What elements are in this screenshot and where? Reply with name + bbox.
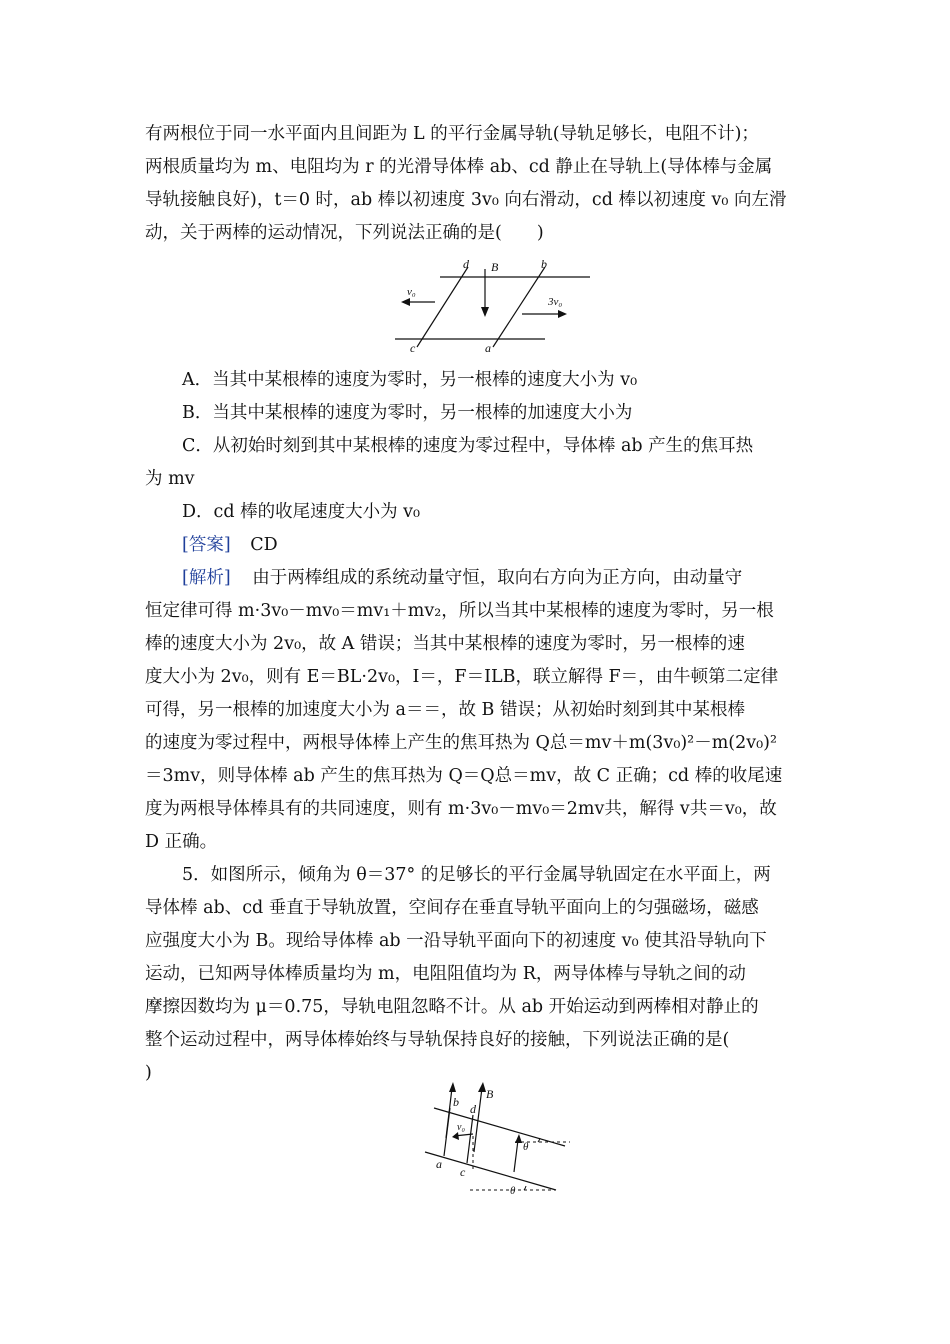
fig4-label-3v0: 3v₀ bbox=[548, 296, 563, 308]
problem5-line-6: 整个运动过程中，两导体棒始终与导轨保持良好的接触，下列说法正确的是( bbox=[145, 1030, 730, 1050]
fig5-label-c: c bbox=[460, 1165, 466, 1179]
analysis-text-1: 由于两棒组成的系统动量守恒，取向右方向为正方向，由动量守 bbox=[252, 568, 743, 588]
problem5-incline-figure bbox=[420, 1080, 570, 1200]
problem4-line-4: 动，关于两棒的运动情况，下列说法正确的是( ) bbox=[145, 223, 544, 243]
fig5-label-theta-2: θ bbox=[510, 1185, 516, 1197]
option-c-line-2: 为 mv bbox=[145, 469, 195, 489]
analysis-line-3: 棒的速度大小为 2v₀，故 A 错误；当其中某根棒的速度为零时，另一根棒的速 bbox=[145, 634, 745, 654]
option-a: A．当其中某根棒的速度为零时，另一根棒的速度大小为 v₀ bbox=[182, 370, 638, 390]
fig5-label-a: a bbox=[436, 1157, 442, 1171]
option-c-line-1: C．从初始时刻到其中某根棒的速度为零过程中，导体棒 ab 产生的焦耳热 bbox=[182, 436, 754, 456]
option-d: D．cd 棒的收尾速度大小为 v₀ bbox=[182, 502, 421, 522]
analysis-tag: [解析] bbox=[182, 568, 231, 588]
fig5-label-v0: v₀ bbox=[457, 1122, 465, 1133]
problem5-line-2: 导体棒 ab、cd 垂直于导轨放置，空间存在垂直导轨平面向上的匀强磁场，磁感 bbox=[145, 898, 759, 918]
fig5-label-B: B bbox=[486, 1087, 494, 1101]
answer-line bbox=[182, 529, 844, 562]
analysis-line-8: 度为两根导体棒具有的共同速度，则有 m·3v₀－mv₀＝2mv共，解得 v共＝v₀，故 bbox=[145, 799, 777, 819]
analysis-line-6: 的速度为零过程中，两根导体棒上产生的焦耳热为 Q总＝mv＋m(3v₀)²－m(2v₀)² bbox=[145, 733, 777, 753]
fig4-label-a: a bbox=[485, 341, 491, 355]
fig5-label-d: d bbox=[470, 1102, 476, 1116]
fig4-label-b: b bbox=[541, 257, 547, 271]
analysis-line-2: 恒定律可得 m·3v₀－mv₀＝mv₁＋mv₂，所以当其中某根棒的速度为零时，另一根 bbox=[145, 601, 774, 621]
problem5-line-1: 5．如图所示，倾角为 θ＝37° 的足够长的平行金属导轨固定在水平面上，两 bbox=[182, 865, 771, 885]
problem4-line-3: 导轨接触良好)，t＝0 时，ab 棒以初速度 3v₀ 向右滑动，cd 棒以初速度 v₀ 向左滑 bbox=[145, 190, 787, 210]
analysis-line-4: 度大小为 2v₀，则有 E＝BL·2v₀，I＝，F＝ILB，联立解得 F＝，由牛顿第二定律 bbox=[145, 667, 779, 687]
problem5-line-3: 应强度大小为 B。现给导体棒 ab 一沿导轨平面向下的初速度 v₀ 使其沿导轨向下 bbox=[145, 931, 767, 951]
fig5-label-theta-1: θ bbox=[523, 1141, 529, 1153]
analysis-line-1 bbox=[182, 562, 844, 595]
analysis-line-5: 可得，另一根棒的加速度大小为 a＝＝，故 B 错误；从初始时刻到其中某根棒 bbox=[145, 700, 745, 720]
analysis-line-7: ＝3mv，则导体棒 ab 产生的焦耳热为 Q＝Q总＝mv，故 C 正确；cd 棒的收尾速 bbox=[145, 766, 783, 786]
fig5-label-b: b bbox=[453, 1095, 459, 1109]
fig4-label-v0: v₀ bbox=[407, 286, 416, 298]
answer-tag: [答案] bbox=[182, 535, 231, 555]
analysis-line-9: D 正确。 bbox=[145, 832, 218, 852]
problem4-rail-figure bbox=[395, 255, 595, 355]
option-b: B．当其中某根棒的速度为零时，另一根棒的加速度大小为 bbox=[182, 403, 633, 423]
fig4-label-c: c bbox=[410, 341, 416, 355]
problem5-line-4: 运动，已知两导体棒质量均为 m，电阻阻值均为 R，两导体棒与导轨之间的动 bbox=[145, 964, 746, 984]
problem5-line-5: 摩擦因数均为 μ＝0.75，导轨电阻忽略不计。从 ab 开始运动到两棒相对静止的 bbox=[145, 997, 759, 1017]
problem5-line-7: ) bbox=[145, 1063, 152, 1083]
problem4-line-1: 有两根位于同一水平面内且间距为 L 的平行金属导轨(导轨足够长，电阻不计)； bbox=[145, 124, 759, 144]
fig4-label-B: B bbox=[491, 260, 499, 274]
problem4-line-2: 两根质量均为 m、电阻均为 r 的光滑导体棒 ab、cd 静止在导轨上(导体棒与金属 bbox=[145, 157, 773, 177]
fig4-label-d: d bbox=[463, 257, 469, 271]
answer-value: CD bbox=[250, 535, 278, 555]
